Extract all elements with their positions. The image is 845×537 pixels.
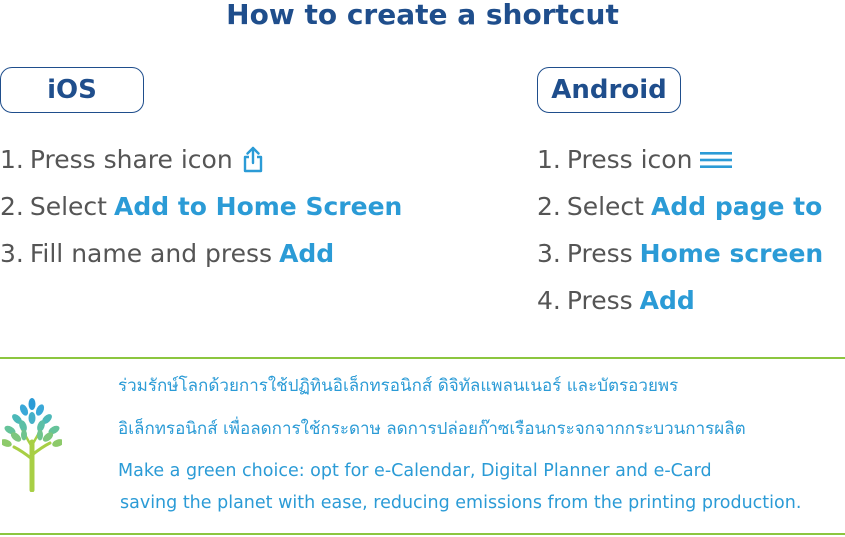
android-step-2	[537, 183, 845, 230]
step-highlight: Add page to	[650, 191, 823, 221]
step-text: Select	[29, 191, 107, 221]
eco-english-line-1: Make a green choice: opt for e-Calendar, Digital Planner and e-Card	[118, 461, 712, 481]
eco-english-line-2: saving the planet with ease, reducing emissions from the printing production.	[120, 493, 802, 513]
android-step-4	[537, 277, 845, 324]
step-text: Press share icon	[29, 144, 233, 174]
tree-icon	[2, 397, 62, 492]
step-number: 2.	[0, 191, 24, 221]
step-highlight: Add to Home Screen	[113, 191, 403, 221]
android-step-1	[537, 136, 845, 183]
share-icon	[241, 146, 265, 174]
step-text: Fill name and press	[29, 238, 273, 268]
step-text: Press	[566, 238, 633, 268]
step-number: 1.	[0, 144, 24, 174]
step-text: Press icon	[566, 144, 693, 174]
step-number: 2.	[537, 191, 561, 221]
android-label: Android	[537, 67, 681, 113]
ios-step-3	[0, 230, 530, 277]
divider-bottom	[0, 533, 845, 535]
menu-icon	[700, 150, 732, 170]
android-step-3	[537, 230, 845, 277]
step-number: 3.	[0, 238, 24, 268]
eco-thai-line-1: ร่วมรักษ์โลกด้วยการใช้ปฏิทินอิเล็กทรอนิกส์ ดิจิทัลแพลนเนอร์ และบัตรอวยพร	[118, 376, 679, 396]
ios-step-2	[0, 183, 530, 230]
step-text: Press	[566, 285, 633, 315]
step-highlight: Add	[639, 285, 695, 315]
step-number: 1.	[537, 144, 561, 174]
step-highlight: Home screen	[639, 238, 824, 268]
step-highlight: Add	[279, 238, 335, 268]
android-steps-list	[537, 136, 845, 324]
eco-thai-line-2: อิเล็กทรอนิกส์ เพื่อลดการใช้กระดาษ ลดการปล่อยก๊าซเรือนกระจกจากกระบวนการผลิต	[118, 419, 746, 439]
step-number: 3.	[537, 238, 561, 268]
ios-steps-list	[0, 136, 530, 277]
step-text: Select	[566, 191, 644, 221]
step-number: 4.	[537, 285, 561, 315]
ios-step-1	[0, 136, 530, 183]
divider-top	[0, 357, 845, 359]
page-title: How to create a shortcut	[226, 0, 619, 31]
ios-label: iOS	[0, 67, 144, 113]
